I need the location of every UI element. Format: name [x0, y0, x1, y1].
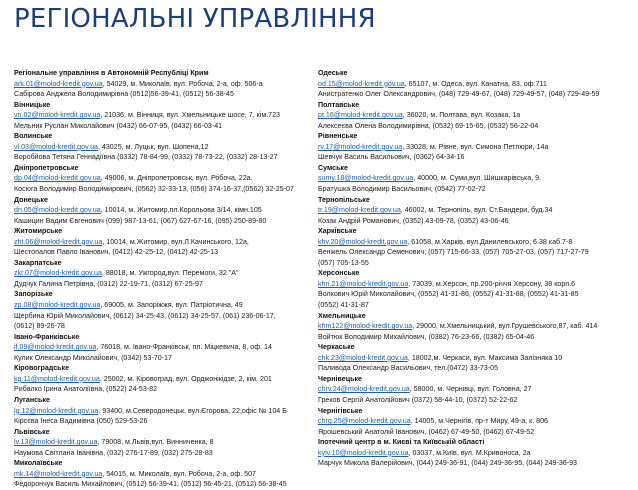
contact-info: Греков Сергій Анатолійович (0372) 58-44-10, (0372) 52-22-62	[318, 395, 518, 404]
email-link[interactable]: od.15@molod-kredit.gov.ua	[318, 79, 405, 88]
address-text: , 79008, м.Львів,вул. Винниченка, 8	[97, 438, 214, 447]
contact-info: (057) 705-13-55	[318, 258, 369, 267]
email-link[interactable]: lv.13@molod-kredit.gov.ua	[14, 438, 98, 447]
region-name: Іпотечний центр в м. Києві та Київській області	[318, 438, 485, 447]
email-link[interactable]: rv.17@molod-kredit.gov.ua	[318, 142, 403, 151]
email-link[interactable]: vn.02@molod-kredit.gov.ua	[14, 111, 101, 120]
page-title: РЕГІОНАЛЬНІ УПРАВЛІННЯ	[14, 4, 376, 34]
region-entry	[318, 311, 634, 343]
contact-info: Волкович Юрій Миколайович, (0552) 41-31-86, (0552) 41-31-88, (0552) 41-31-85	[318, 290, 579, 299]
address-text: , 46002, м. Тернопіль, вул. Ст.Бандери, буд.34	[400, 206, 553, 215]
contact-info: Кашицин Вадим Євгенович (099) 987-13-61, (067) 627-67-16, (095) 250-89-80	[14, 216, 267, 225]
address-text: , 43025, м. Луцьк, вул. Шопена,12	[97, 142, 209, 151]
region-entry	[14, 163, 310, 195]
email-address-line	[318, 110, 634, 121]
email-link[interactable]: dn.05@molod-kredit.gov.ua	[14, 206, 101, 215]
contact-info: Воробйова Тетяна Геннадіївна (0332) 78-84-99, (0332) 78-73-22, (0332) 28-13-27	[14, 153, 278, 162]
region-name: Вінницьке	[14, 100, 51, 109]
region-name: Хмельницьке	[318, 311, 366, 320]
address-text: , 54029, м. Миколаїв, вул. Робоча, 2-а, оф. 506-а	[102, 79, 263, 88]
region-name: Миколаївське	[14, 459, 63, 468]
address-text: , 76018, м. Івано-Франківськ, пл. Міцкевича, 8, оф. 14	[96, 343, 272, 352]
email-link[interactable]: pt.16@molod-kredit.gov.ua	[318, 111, 403, 120]
address-text: , 33028, м. Рівне, вул. Симона Петлюри, 14а	[402, 142, 549, 151]
contact-info: Дудчук Галина Петрівна, (0312) 22-19-71, (0312) 67-25-97	[14, 279, 203, 288]
address-text: , 36020, м. Полтава, вул. Козака, 1а	[402, 111, 521, 120]
region-name: Донецьке	[14, 195, 48, 204]
region-name: Львівське	[14, 427, 50, 436]
email-link[interactable]: lg.12@molod-kredit.gov.ua	[14, 406, 99, 415]
email-link[interactable]: kg.11@molod-kredit.gov.ua	[14, 374, 100, 383]
address-text: , 88018, м. Ужгород,вул. Перемоги, 32 "А"	[101, 269, 239, 278]
contact-info: Кірсєва Інеса Вадимівна (050) 529-53-26	[14, 417, 148, 426]
email-link[interactable]: if.09@molod-kredit.gov.ua	[14, 343, 97, 352]
email-address-line	[14, 342, 310, 353]
contact-info: Марчук Микола Валерійович, (044) 249-36-91, (044) 249-36-95, (044) 249-36-93	[318, 459, 577, 468]
region-entry	[14, 363, 310, 395]
region-name: Житомирське	[14, 227, 63, 236]
address-text: , 93400, м.Северодонецьк, вул.Єгорова, 22,офіс № 104 Б	[98, 406, 287, 415]
region-entry	[14, 458, 310, 490]
region-entry	[14, 289, 310, 331]
region-entry	[14, 332, 310, 364]
address-text: , 61058, м.Харків, вул.Данилевського, 6.38 каб.7-8	[407, 237, 573, 246]
region-entry	[14, 258, 310, 290]
contact-info: Рибалко Ірина Анатоліївна, (0522) 24-53-82	[14, 385, 158, 394]
email-address-line	[14, 374, 310, 385]
region-entry	[318, 226, 634, 268]
region-name: Полтавське	[318, 100, 360, 109]
address-text: , 29000, м.Хмельницький, вул.Грушевського,87, каб. 414	[412, 322, 598, 331]
address-text: , 10014, м. Житомир,пл.Корольова 3/14, кімн.105	[100, 206, 262, 215]
email-link[interactable]: dp.04@molod-kredit.gov.ua	[14, 174, 101, 183]
region-entry	[318, 131, 634, 163]
email-link[interactable]: chrv.24@molod-kredit.gov.ua	[318, 385, 410, 394]
contact-info: Войтюк Володимир Михайлович, (0382) 76-23-66, (0382) 65-04-46	[318, 332, 535, 341]
address-text: , 65107, м. Одеса, вул. Канатна, 83, оф.711	[404, 79, 547, 88]
email-link[interactable]: khm122@molod-kredit.gov.ua	[318, 322, 413, 331]
contact-info: Анистратенко Олег Олександрович, (048) 729-49-67, (048) 729-49-57, (048) 729-49-59	[318, 90, 600, 99]
email-link[interactable]: vl.03@molod-kredit.gov.ua	[14, 142, 98, 151]
contact-info: Наумова Світлана Іванівна, (032) 276-17-89, (032) 275-28-83	[14, 448, 213, 457]
right-column	[318, 68, 634, 469]
region-name: Чернівецьке	[318, 374, 362, 383]
contact-info: Щербина Юрій Миколайович, (0612) 34-25-43, (0612) 34-25-57, (061) 236-06-17,	[14, 311, 276, 320]
region-entry	[14, 395, 310, 427]
region-name: Дніпропетровське	[14, 163, 79, 172]
region-name: Івано-Франківське	[14, 332, 80, 341]
region-name: Рівненське	[318, 132, 358, 141]
region-entry	[14, 427, 310, 459]
email-address-line	[14, 437, 310, 448]
email-address-line	[14, 268, 310, 279]
region-name: Херсонське	[318, 269, 360, 278]
region-entry	[318, 100, 634, 132]
email-address-line	[318, 448, 634, 459]
address-text: , 69005, м. Запоріжжя, вул. Патріотична, 49	[100, 301, 243, 310]
email-address-line	[318, 205, 634, 216]
address-text: , 49006, м. Дніпропетровськ, вул. Робоча, 22а.	[100, 174, 253, 183]
region-entry	[14, 226, 310, 258]
region-name: Одеське	[318, 69, 348, 77]
address-text: , 58000, м. Чернівці, вул. Головна, 27	[409, 385, 532, 394]
contact-info: Ярошевський Анатолій Іванович, (0462) 67-49-50, (0462) 67-49-52	[318, 427, 535, 436]
email-link[interactable]: ark.01@molod-kredit.gov.ua	[14, 79, 103, 88]
region-name: Сумське	[318, 163, 348, 172]
email-address-line	[318, 173, 634, 184]
email-link[interactable]: zht.06@molod-kredit.gov.ua	[14, 237, 103, 246]
email-link[interactable]: khn.21@molod-kredit.gov.ua	[318, 279, 409, 288]
address-text: , 18002,м. Черкаси, вул. Максима Залізняка 10	[407, 353, 563, 362]
region-name: Луганське	[14, 395, 50, 404]
contact-info: Косюга Володимир Володимирович, (0562) 32-33-13, (056) 374-16-37,(0562) 32-25-07	[14, 185, 294, 194]
region-entry	[318, 163, 634, 195]
email-link[interactable]: kyiv.10@molod-kredit.gov.ua	[318, 448, 409, 457]
region-name: Тернопільське	[318, 195, 370, 204]
region-entry	[14, 131, 310, 163]
address-text: , 73039, м.Херсон, пр.200-річчя Херсону, 38 корп.6	[408, 279, 576, 288]
email-address-line	[14, 469, 310, 480]
email-address-line	[318, 353, 634, 364]
email-address-line	[14, 79, 310, 90]
email-link[interactable]: zkr.07@molod-kredit.gov.ua	[14, 269, 102, 278]
email-address-line	[318, 416, 634, 427]
region-entry	[14, 68, 310, 100]
email-address-line	[14, 110, 310, 121]
region-name: Закарпатське	[14, 258, 62, 267]
email-link[interactable]: zp.08@molod-kredit.gov.ua	[14, 301, 101, 310]
address-text: , 21036, м. Вінниця, вул. Хмельницьке шосе, 7, кім.723	[100, 111, 281, 120]
region-entry	[14, 100, 310, 132]
region-name: Кіровоградське	[14, 364, 70, 373]
region-name: Регіональне управління в Автономній Республіці Крим	[14, 69, 209, 77]
contact-info: Шестопалов Павло Іванович, (0412) 42-25-12, (0412) 42-25-13	[14, 248, 219, 257]
region-name: Запорізьке	[14, 290, 53, 299]
email-link[interactable]: chrg.25@molod-kredit.gov.ua	[318, 417, 411, 426]
email-address-line	[14, 237, 310, 248]
region-entry	[318, 437, 634, 469]
email-address-line	[318, 321, 634, 332]
email-address-line	[318, 237, 634, 248]
region-name: Чернігівське	[318, 406, 363, 415]
region-entry	[318, 374, 634, 406]
email-link[interactable]: khv.20@molod-kredit.gov.ua	[318, 237, 408, 246]
email-address-line	[14, 173, 310, 184]
contact-info: Кулик Олександр Миколайович, (0342) 53-70-17	[14, 353, 172, 362]
contact-info: (0612) 89-26-78	[14, 322, 65, 331]
region-entry	[14, 195, 310, 227]
email-address-line	[14, 142, 310, 153]
email-address-line	[14, 300, 310, 311]
address-text: . 14005, м.Чернігів, пр-т Миру, 49-а, к. 806	[410, 417, 548, 426]
contact-info: Козак Андрій Романович, (0352) 43-09-78, (0352) 43-06-46	[318, 216, 509, 225]
contact-info: (0552) 41-31-87	[318, 301, 369, 310]
email-link[interactable]: sumy.18@molod-kredit.gov.ua	[318, 174, 414, 183]
email-address-line	[318, 79, 634, 90]
left-column	[14, 68, 310, 490]
email-link[interactable]: tr.19@molod-kredit.gov.ua	[318, 206, 401, 215]
contact-info: Мельник Руслан Миколайович (0432) 66-07-95, (0432) 66-03-41	[14, 121, 223, 130]
contact-info: Братушка Володимир Васильович, (0542) 77-02-72	[318, 185, 486, 194]
email-address-line	[318, 279, 634, 290]
contact-info: Алексеєва Олена Володимирівна, (0532) 69-15-65, (0532) 56-22-04	[318, 121, 539, 130]
region-entry	[318, 406, 634, 438]
region-entry	[318, 195, 634, 227]
region-entry	[318, 68, 634, 100]
address-text: , 25002, м. Кіровоград, вул. Орджонікідзе, 2, кім. 201	[99, 374, 272, 383]
contact-info: Сабірова Анджела Володимирівна (0512)56-39-41, (0512) 56-38-45	[14, 90, 234, 99]
email-address-line	[14, 205, 310, 216]
region-entry	[318, 342, 634, 374]
contact-info: Шевчук Василь Васильович, (0362) 64-34-16	[318, 153, 465, 162]
email-address-line	[318, 142, 634, 153]
contact-info: Паливода Олександр Васильович, тел.(0472) 33-73-05	[318, 364, 499, 373]
region-entry	[318, 268, 634, 310]
email-link[interactable]: chk.23@molod-kredit.gov.ua	[318, 353, 408, 362]
contact-info: Венжель Олександр Семенович, (057) 715-66-33, (057) 705-27-03, (057) 717-27-79	[318, 248, 589, 257]
address-text: , 40000, м. Суми,вул. Шишкарівська, 9.	[413, 174, 542, 183]
address-text: , 03037, м.Київ, вул. М.Кривоноса, 2а	[408, 448, 531, 457]
email-address-line	[318, 384, 634, 395]
address-text: , 54015, м. Миколаїв, вул. Робоча, 2-а, оф. 507	[102, 469, 256, 478]
region-name: Черкаське	[318, 343, 355, 352]
email-address-line	[14, 406, 310, 417]
region-name: Волинське	[14, 132, 53, 141]
email-link[interactable]: mk.14@molod-kredit.gov.ua	[14, 469, 103, 478]
address-text: , 10014, м.Житомир, вул.Л.Качинського, 12а,	[102, 237, 249, 246]
region-name: Харківське	[318, 227, 357, 236]
contact-info: Федорончук Василь Михайлович, (0512) 56-39-41, (0512) 56-45-21, (0512) 56-38-45	[14, 480, 287, 489]
